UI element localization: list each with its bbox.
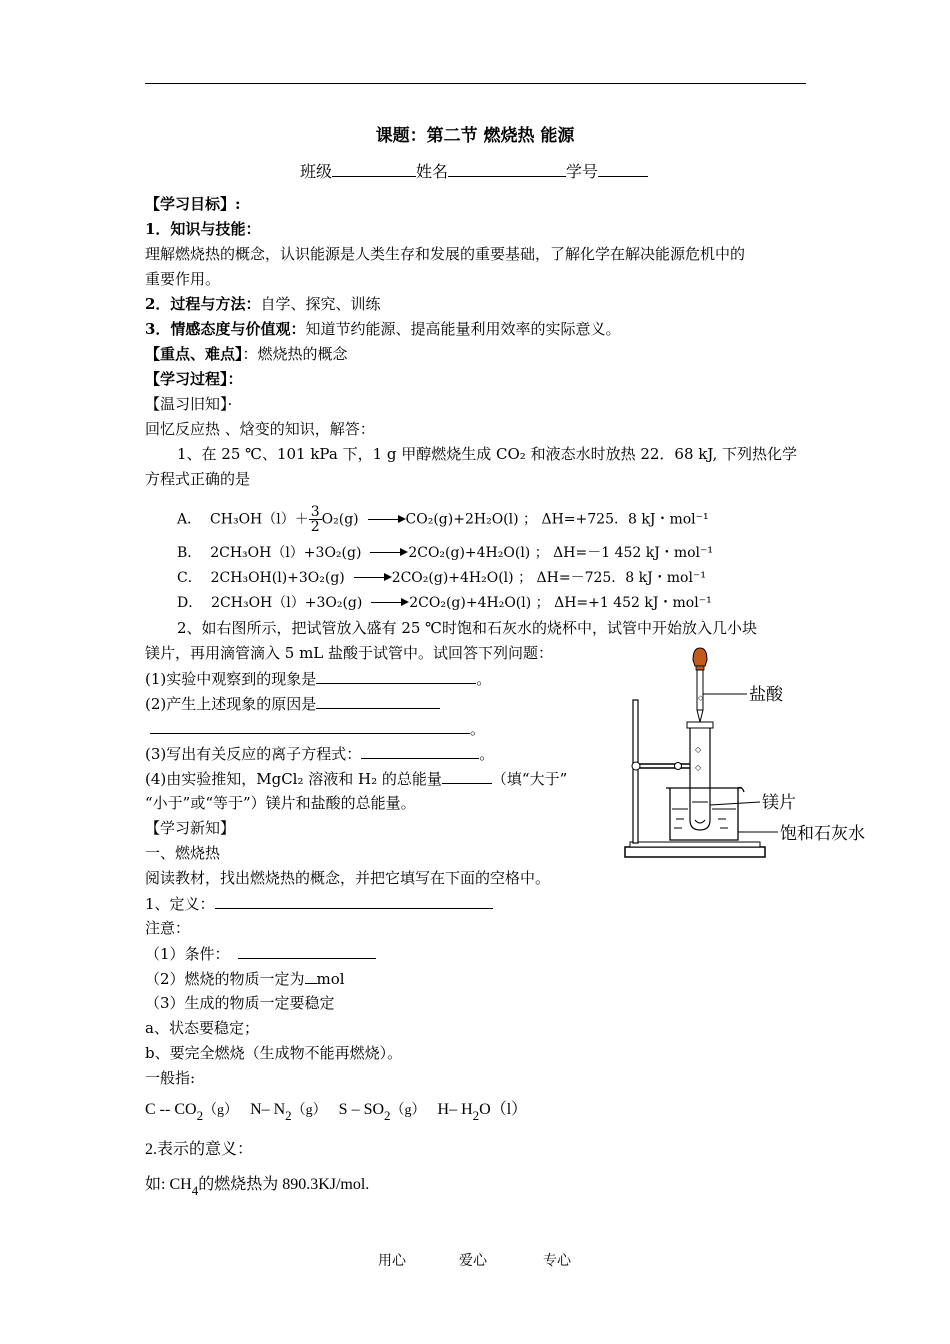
- meaning-label: 2.表示的意义：: [145, 1141, 254, 1158]
- section-1-title: 一、燃烧热: [145, 844, 221, 862]
- objective-3: 3．情感态度与价值观：知道节约能源、提高能量利用效率的实际意义。: [145, 320, 621, 338]
- apparatus-diagram: [600, 642, 890, 867]
- objective-2: 2．过程与方法：自学、探究、训练: [145, 295, 381, 313]
- question-2-line-2: 镁片，再用滴管滴入 5 mL 盐酸于试管中。试回答下列问题：: [145, 644, 554, 662]
- footer-3: 专心: [543, 1253, 571, 1269]
- name-label: 姓名: [416, 162, 449, 181]
- note-3: （3）生成的物质一定要稳定: [145, 994, 335, 1012]
- objective-1-text-1: 理解燃烧热的概念，认识能源是人类生存和发展的重要基础，了解化学在解决能源危机中的: [145, 245, 746, 263]
- note-label: 注意：: [145, 919, 191, 937]
- objective-1-text-2: 重要作用。: [145, 270, 221, 288]
- label-hcl: 盐酸: [749, 685, 783, 705]
- answer-blank[interactable]: [442, 768, 492, 784]
- reaction-arrow: [354, 573, 392, 583]
- answer-blank[interactable]: [150, 718, 470, 734]
- new-knowledge-heading: 【学习新知】: [145, 819, 236, 837]
- question-2-2: (2)产生上述现象的原因是: [145, 693, 440, 714]
- name-blank[interactable]: [448, 161, 566, 177]
- header-rule: [145, 83, 806, 84]
- reaction-arrow: [371, 598, 409, 608]
- example: 如: $CH_4$的燃烧热为 890.3KJ/mol.: [145, 1176, 370, 1198]
- option-b[interactable]: B． 2CH₃OH（l）+3O₂(g) 2CO₂(g)+4H₂O(l) ； ΔH=－1 452 kJ・mol⁻¹: [177, 545, 714, 561]
- stable-products: C -- $CO_2(g)$ N– $N_2(g)$ S – $SO_2(g)$ H– $H_2O(l)$: [145, 1101, 528, 1123]
- note-a: a、状态要稳定；: [145, 1019, 259, 1037]
- class-label: 班级: [300, 162, 333, 181]
- general-label: 一般指:: [145, 1069, 196, 1087]
- id-label: 学号: [566, 162, 599, 181]
- option-a[interactable]: A． CH₃OH（l）＋ $\frac{3}{2}$ O₂(g) CO₂(g)+2H₂O(l) ； ΔH=+725．8 kJ・mol⁻¹: [177, 504, 709, 535]
- definition-blank[interactable]: [215, 893, 493, 909]
- objectives-heading: 【学习目标】:: [145, 195, 241, 213]
- review-heading: 【温习旧知】·: [145, 395, 233, 413]
- reaction-arrow: [370, 548, 408, 558]
- svg-text:◇: ◇: [695, 763, 702, 772]
- label-limewater: 饱和石灰水: [780, 824, 865, 844]
- student-info: [300, 161, 648, 182]
- question-2-4-cont: “小于”或“等于”）镁片和盐酸的总能量。: [145, 794, 416, 812]
- reaction-arrow: [368, 515, 406, 525]
- condition-blank[interactable]: [238, 943, 376, 959]
- id-blank[interactable]: [598, 161, 648, 177]
- svg-text:◇: ◇: [695, 745, 702, 754]
- footer-1: 用心: [378, 1253, 406, 1269]
- question-2-line-1: 2、如右图所示，把试管放入盛有 25 ℃时饱和石灰水的烧杯中，试管中开始放入几小块: [177, 619, 757, 637]
- objective-1-label: 1．知识与技能：: [145, 220, 261, 238]
- note-1: （1）条件：: [145, 943, 376, 964]
- svg-text:◇: ◇: [698, 694, 704, 702]
- question-2-4: (4)由实验推知，MgCl₂ 溶液和 H₂ 的总能量 （填“大于”: [145, 770, 568, 788]
- process-heading: 【学习过程】：: [145, 370, 243, 388]
- question-2-3: (3)写出有关反应的离子方程式： 。: [145, 745, 495, 763]
- keypoints: 【重点、难点】：燃烧热的概念: [145, 345, 348, 363]
- option-d[interactable]: D． 2CH₃OH（l）+3O₂(g) 2CO₂(g)+4H₂O(l) ； ΔH=+1 452 kJ・mol⁻¹: [177, 595, 712, 611]
- question-1-line-1: 1、在 25 ℃、101 kPa 下，1 g 甲醇燃烧生成 CO₂ 和液态水时放热 22．68 kJ, 下列热化学: [177, 445, 798, 463]
- mol-blank[interactable]: [305, 968, 317, 984]
- review-intro: 回忆反应热 、焓变的知识，解答：: [145, 420, 375, 438]
- class-blank[interactable]: [332, 161, 416, 177]
- fraction: $\frac{3}{2}$: [310, 504, 320, 535]
- question-2-2-cont: 。: [150, 718, 485, 739]
- answer-blank[interactable]: [361, 743, 479, 759]
- page-title: 课题：第二节 燃烧热 能源: [375, 126, 575, 146]
- option-c[interactable]: C． 2CH₃OH(l)+3O₂(g) 2CO₂(g)+4H₂O(l) ； ΔH=－725．8 kJ・mol⁻¹: [177, 570, 706, 586]
- footer-2: 爱心: [459, 1253, 487, 1269]
- question-2-1: (1)实验中观察到的现象是 。: [145, 670, 492, 688]
- definition: 1、定义：: [145, 893, 493, 914]
- answer-blank[interactable]: [316, 668, 476, 684]
- question-1-line-2: 方程式正确的是: [145, 470, 251, 488]
- answer-blank[interactable]: [316, 693, 440, 709]
- reading-instruction: 阅读教材，找出燃烧热的概念，并把它填写在下面的空格中。: [145, 869, 551, 887]
- note-2: （2）燃烧的物质一定为 mol: [145, 970, 345, 988]
- label-magnesium: 镁片: [762, 793, 796, 813]
- note-b: b、要完全燃烧（生成物不能再燃烧）。: [145, 1044, 403, 1062]
